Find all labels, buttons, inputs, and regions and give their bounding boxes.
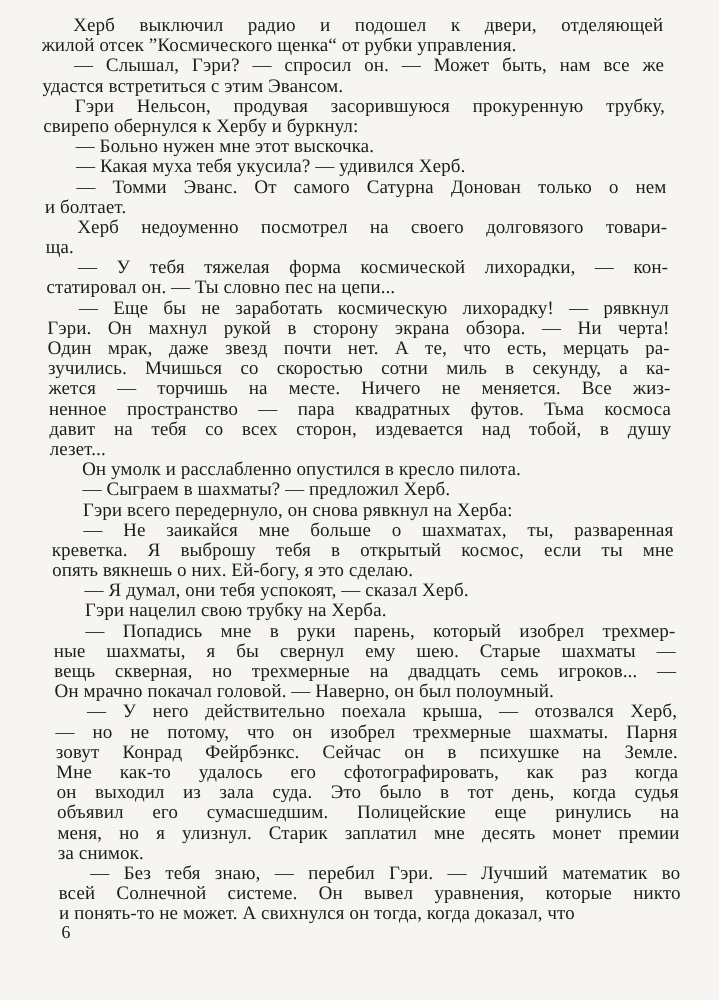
paragraph bbox=[58, 864, 681, 925]
paragraph bbox=[52, 581, 674, 601]
paragraph bbox=[43, 97, 666, 137]
text-line: зучились. Мчишься со скоростью сотни миль в секунду, а ка- bbox=[47, 358, 671, 380]
text-line: объявил его сумасшедшим. Полицейские еще ринулись на bbox=[56, 802, 680, 824]
paragraph bbox=[51, 501, 673, 521]
text-line: и понять-то не может. А свихнулся он тогда, когда доказал, что bbox=[58, 903, 576, 925]
text-line: ненное пространство — пара квадратных футов. Тьма космоса bbox=[48, 398, 672, 420]
text-line: зовут Конрад Фейрбэнкс. Сейчас он в психушке на Земле. bbox=[55, 741, 678, 763]
text-line: жилой отсек ”Космического щенка“ от рубки управления. bbox=[41, 35, 517, 57]
text-line: Гэри. Он махнул рукой в сторону экрана обзора. — Ни черта! bbox=[47, 317, 670, 339]
paragraph bbox=[45, 218, 668, 258]
paragraph bbox=[50, 460, 672, 480]
text-line: Мне как-то удалось его сфотографировать, как раз когда bbox=[55, 761, 679, 783]
text-line: — У тебя тяжелая форма космической лихорадки, — кон- bbox=[77, 257, 669, 279]
paragraph bbox=[55, 702, 680, 864]
text-line: — Томми Эванс. От самого Сатурна Донован только о нем bbox=[76, 176, 667, 198]
text-line: он выходил из зала суда. Это было в тот день, когда судья bbox=[56, 782, 679, 804]
text-line: за снимок. bbox=[57, 842, 144, 864]
text-line: — У него действительно поехала крыша, — отозвался Херб, bbox=[86, 701, 678, 723]
text-line: Один мрак, даже звезд почти нет. А те, что есть, мерцать ра- bbox=[47, 338, 670, 359]
text-line: Гэри всего передернуло, он снова рявкнул на Херба: bbox=[82, 499, 513, 521]
text-line: — Без тебя знаю, — перебил Гэри. — Лучший математик во bbox=[90, 862, 681, 884]
page-number: 6 bbox=[61, 922, 71, 942]
paragraph bbox=[44, 157, 666, 177]
text-line: жется — торчишь на месте. Ничего не меняется. Все жиз- bbox=[48, 378, 671, 400]
text-line: всей Солнечной системе. Он вывел уравнения, которые никто bbox=[58, 883, 681, 905]
paragraph bbox=[50, 480, 672, 500]
text-line: меня, но я улизнул. Старик заплатил мне десять монет премии bbox=[57, 822, 680, 844]
text-line: Гэри нацелил свою трубку на Херба. bbox=[84, 600, 387, 622]
paragraph bbox=[42, 56, 665, 96]
text-line: удастся встретиться с этим Эвансом. bbox=[42, 75, 344, 97]
text-line: Он умолк и расслабленно опустился в кресло пилота. bbox=[81, 459, 522, 481]
text-line: лезет... bbox=[49, 438, 106, 460]
text-line: — но не потому, что он изобрел трехмерные шахматы. Парня bbox=[55, 721, 678, 743]
text-line: и болтает. bbox=[44, 196, 127, 218]
text-line: ные шахматы, я бы свернул ему шею. Старые шахматы — bbox=[53, 640, 676, 662]
text-column bbox=[41, 15, 681, 942]
text-line: Херб выключил радио и подошел к двери, отделяющей bbox=[72, 15, 664, 36]
paragraph bbox=[46, 258, 669, 298]
text-line: — Еще бы не заработать космическую лихорадку! — рявкнул bbox=[78, 297, 670, 319]
paragraph bbox=[41, 16, 664, 56]
text-line: вещь скверная, но трехмерные на двадцать семь игроков... — bbox=[53, 661, 677, 682]
text-line: Херб недоуменно посмотрел на своего долговязого товари- bbox=[77, 216, 668, 238]
text-line: — Попадись мне в руки парень, который изобрел трехмер- bbox=[85, 620, 676, 642]
paragraph bbox=[51, 521, 674, 582]
text-line: ща. bbox=[45, 237, 74, 259]
text-line: креветка. Я выброшу тебя в открытый космос, если ты мне bbox=[51, 539, 674, 561]
text-line: — Сыграем в шахматы? — предложил Херб. bbox=[82, 479, 451, 501]
text-line: — Больно нужен мне этот выскочка. bbox=[75, 136, 375, 158]
text-line: — Какая муха тебя укусила? — удивился Херб. bbox=[75, 156, 466, 178]
text-line: статировал он. — Ты словно пес на цепи... bbox=[46, 277, 396, 299]
text-line: Гэри Нельсон, продувая засорившуюся прокуренную трубку, bbox=[74, 95, 666, 117]
text-line: Он мрачно покачал головой. — Наверно, он был полоумный. bbox=[54, 681, 555, 703]
paragraph bbox=[44, 178, 667, 218]
text-line: давит на тебя со всех сторон, издевается над тобой, в душу bbox=[49, 418, 672, 440]
text-line: — Слышал, Гэри? — спросил он. — Может быть, нам все же bbox=[73, 55, 665, 77]
text-line: — Не заикайся мне больше о шахматах, ты, разваренная bbox=[83, 519, 674, 541]
text-line: свирепо обернулся к Хербу и буркнул: bbox=[43, 115, 359, 137]
paragraph bbox=[53, 601, 675, 621]
paragraph bbox=[47, 299, 672, 461]
text-line: опять вякнешь о них. Ей-богу, я это сделаю. bbox=[51, 560, 414, 582]
paragraph bbox=[53, 622, 677, 703]
paragraph bbox=[43, 137, 665, 157]
text-line: — Я думал, они тебя успокоят, — сказал Херб. bbox=[84, 580, 469, 602]
